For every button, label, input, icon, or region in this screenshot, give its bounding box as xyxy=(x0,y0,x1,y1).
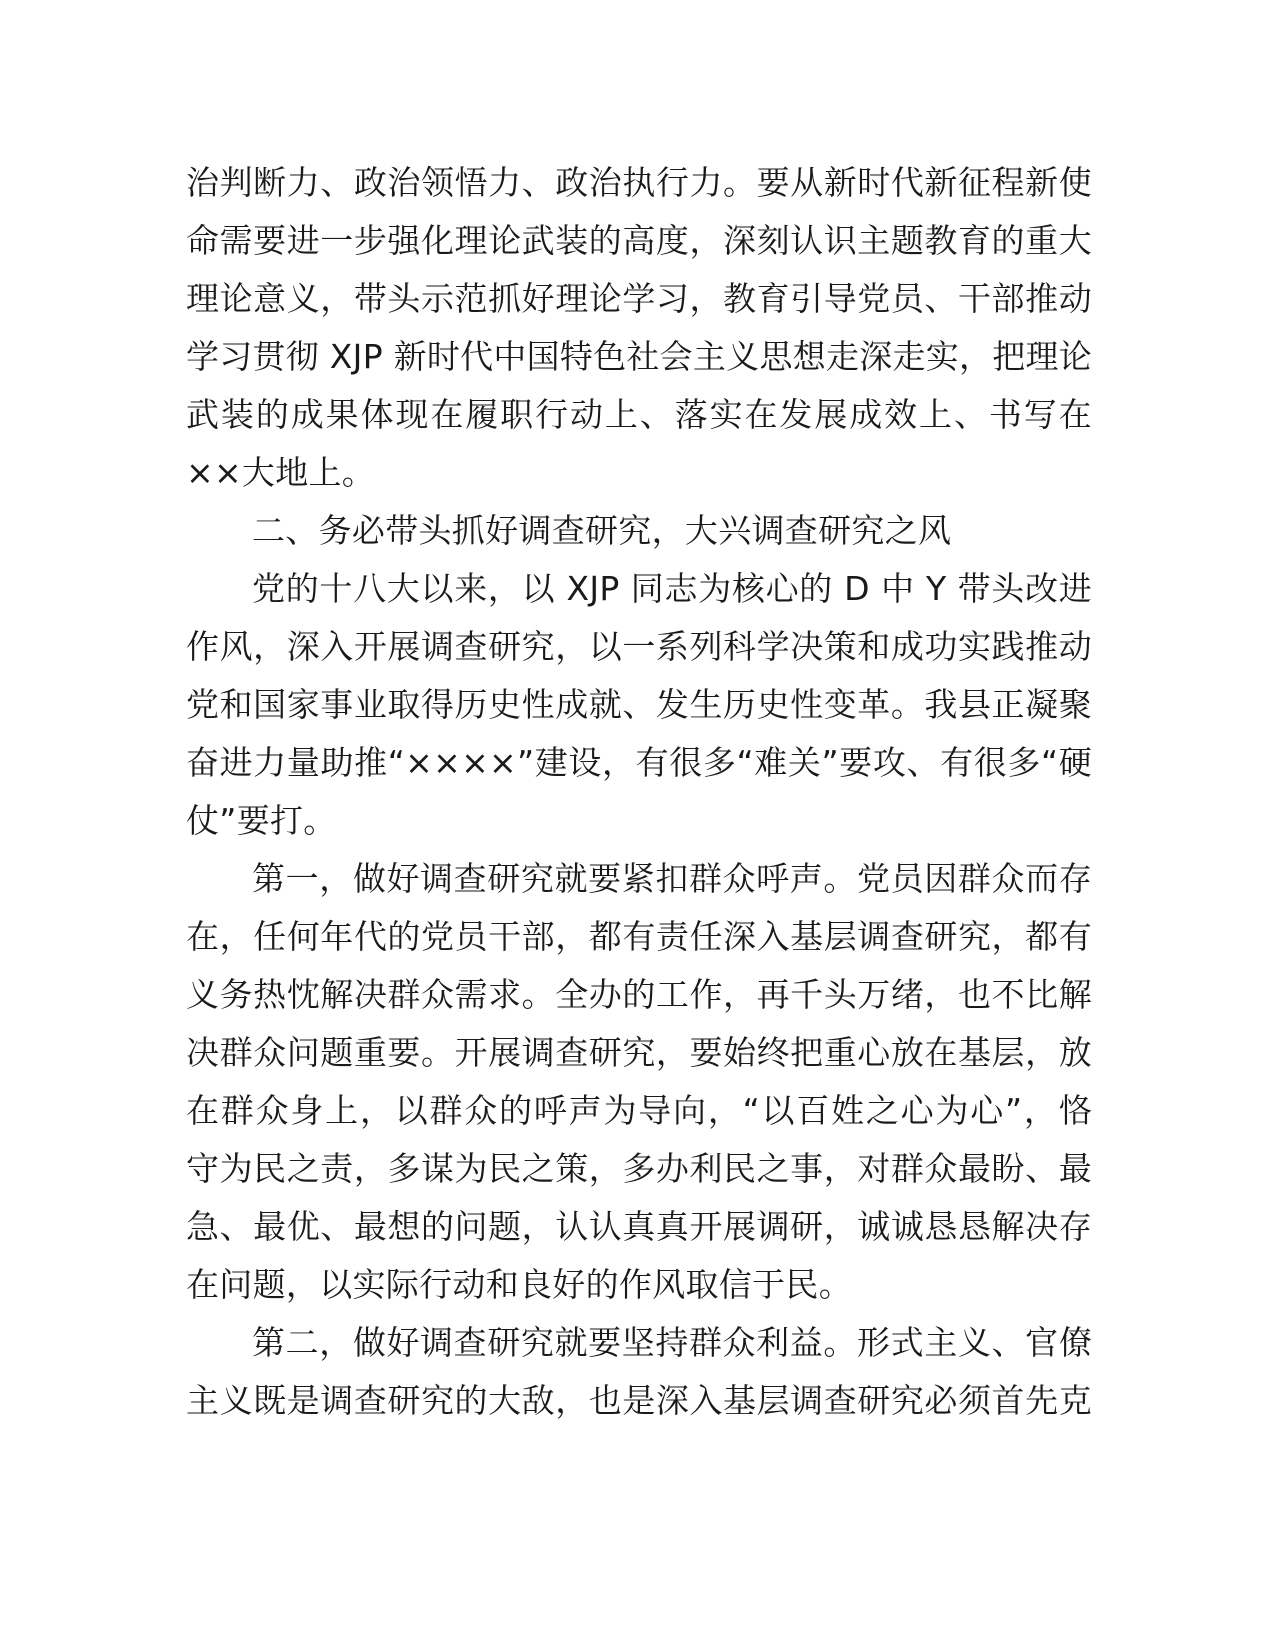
text-line: 第二，做好调查研究就要坚持群众利益。形式主义、官僚 xyxy=(252,1323,1092,1362)
text-line: 理论意义，带头示范抓好理论学习，教育引导党员、干部推动 xyxy=(186,279,1092,318)
text-line: 第一，做好调查研究就要紧扣群众呼声。党员因群众而存 xyxy=(252,859,1092,898)
text-line: ××大地上。 xyxy=(186,453,376,492)
text-line: 武装的成果体现在履职行动上、落实在发展成效上、书写在 xyxy=(186,395,1092,434)
text-line: 党的十八大以来，以 XJP 同志为核心的 D 中 Y 带头改进 xyxy=(252,569,1092,608)
text-line: 作风，深入开展调查研究，以一系列科学决策和成功实践推动 xyxy=(186,627,1092,666)
text-line: 守为民之责，多谋为民之策，多办利民之事，对群众最盼、最 xyxy=(186,1149,1092,1188)
paragraph-theory-study xyxy=(186,154,1092,502)
document-page xyxy=(186,154,1092,1430)
text-line: 在问题，以实际行动和良好的作风取信于民。 xyxy=(186,1265,852,1304)
text-line: 奋进力量助推“××××”建设，有很多“难关”要攻、有很多“硬 xyxy=(186,743,1092,782)
text-line: 党和国家事业取得历史性成就、发生历史性变革。我县正凝聚 xyxy=(186,685,1092,724)
text-line: 决群众问题重要。开展调查研究，要始终把重心放在基层，放 xyxy=(186,1033,1092,1072)
text-line: 主义既是调查研究的大敌，也是深入基层调查研究必须首先克 xyxy=(186,1381,1092,1420)
heading-line: 二、务必带头抓好调查研究，大兴调查研究之风 xyxy=(252,511,952,550)
text-line: 急、最优、最想的问题，认认真真开展调研，诚诚恳恳解决存 xyxy=(186,1207,1092,1246)
paragraph-second-point xyxy=(186,1314,1092,1430)
paragraph-first-point xyxy=(186,850,1092,1314)
text-line: 在，任何年代的党员干部，都有责任深入基层调查研究，都有 xyxy=(186,917,1092,956)
text-line: 治判断力、政治领悟力、政治执行力。要从新时代新征程新使 xyxy=(186,163,1092,202)
text-line: 在群众身上，以群众的呼声为导向，“以百姓之心为心”，恪 xyxy=(186,1091,1092,1130)
paragraph-since-18th-congress xyxy=(186,560,1092,850)
text-line: 仗”要打。 xyxy=(186,801,337,840)
text-line: 义务热忱解决群众需求。全办的工作，再千头万绪，也不比解 xyxy=(186,975,1092,1014)
section-heading xyxy=(186,502,1092,560)
text-line: 命需要进一步强化理论武装的高度，深刻认识主题教育的重大 xyxy=(186,221,1092,260)
text-line: 学习贯彻 XJP 新时代中国特色社会主义思想走深走实，把理论 xyxy=(186,337,1092,376)
